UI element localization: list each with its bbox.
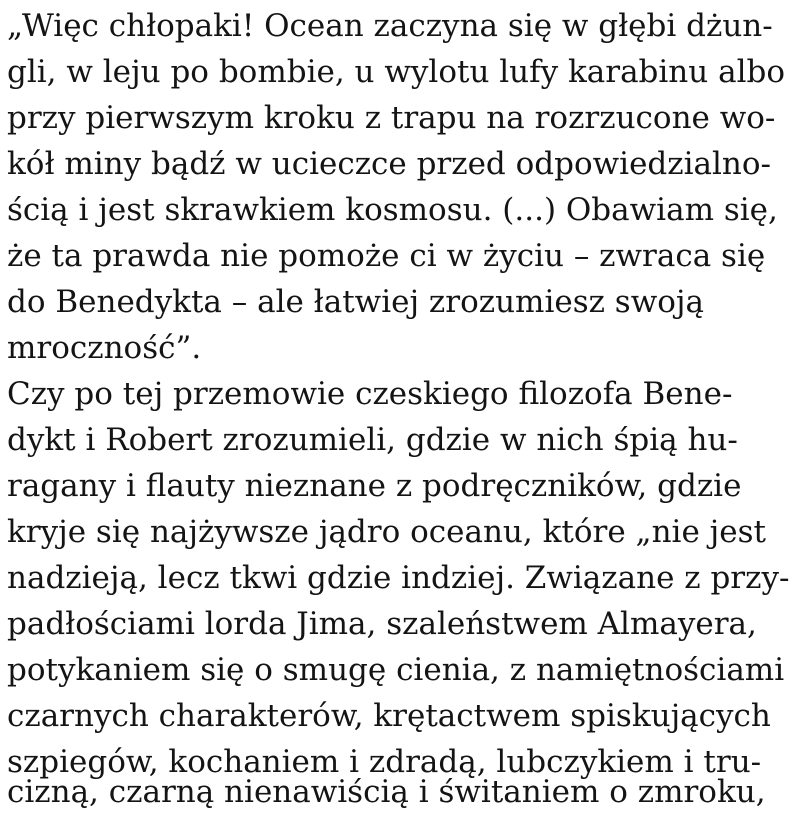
- text-line: dykt i Robert zrozumieli, gdzie w nich śpią hu-: [7, 422, 738, 458]
- text-line: ścią i jest skrawkiem kosmosu. (...) Obawiam się,: [7, 192, 778, 228]
- text-line: Czy po tej przemowie czeskiego filozofa Bene-: [7, 376, 733, 412]
- text-line: cizną, czarną nienawiścią i świtaniem o zmroku,: [7, 774, 766, 810]
- text-line: kryje się najżywsze jądro oceanu, które „nie jest: [7, 514, 766, 550]
- text-line: do Benedykta – ale łatwiej zrozumiesz swoją: [7, 284, 705, 320]
- text-line: szpiegów, kochaniem i zdradą, lubczykiem i tru-: [7, 744, 762, 780]
- text-line: mroczność”.: [7, 330, 202, 366]
- text-line: „Więc chłopaki! Ocean zaczyna się w głębi dżun-: [7, 8, 773, 44]
- text-line: czarnych charakterów, krętactwem spiskujących: [7, 698, 771, 734]
- text-line: gli, w leju po bombie, u wylotu lufy karabinu albo: [7, 54, 785, 90]
- text-line: potykaniem się o smugę cienia, z namiętnościami: [7, 652, 785, 688]
- text-line: przy pierwszym kroku z trapu na rozrzucone wo-: [7, 100, 776, 136]
- text-line: padłościami lorda Jima, szaleństwem Almayera,: [7, 606, 757, 642]
- text-line: że ta prawda nie pomoże ci w życiu – zwraca się: [7, 238, 766, 274]
- text-line: nadzieją, lecz tkwi gdzie indziej. Związane z przy-: [7, 560, 789, 596]
- text-line: ragany i flauty nieznane z podręczników, gdzie: [7, 468, 742, 504]
- text-line: kół miny bądź w ucieczce przed odpowiedzialno-: [7, 146, 772, 182]
